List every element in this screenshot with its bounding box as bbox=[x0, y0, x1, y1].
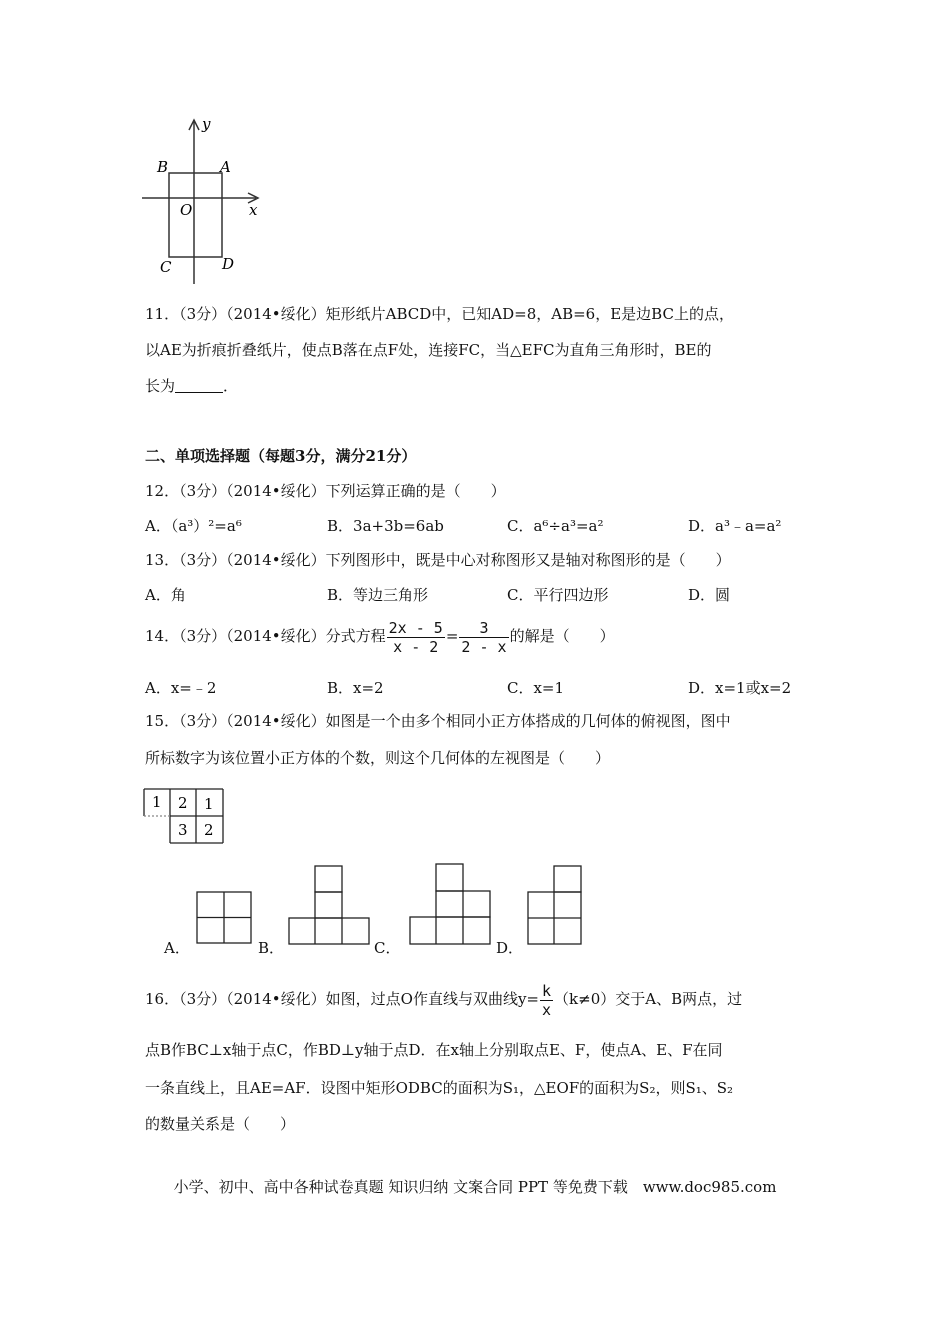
q14-fraction-left bbox=[387, 619, 445, 656]
q16-fraction-num: k bbox=[542, 981, 552, 1000]
q15-option-a-figure bbox=[196, 891, 254, 945]
q13-option-a: A．角 bbox=[145, 586, 186, 604]
q16-fraction-den: x bbox=[542, 1000, 552, 1019]
axis-x-label: x bbox=[249, 201, 258, 219]
q14-option-b: B．x=2 bbox=[327, 679, 384, 697]
q12-option-d: D．a³﹣a=a² bbox=[688, 517, 782, 535]
q16-fraction bbox=[540, 982, 553, 1019]
q13-option-d: D．圆 bbox=[688, 586, 731, 604]
page-footer: 小学、初中、高中各种试卷真题 知识归纳 文案合同 PPT 等免费下载 www.doc985.com bbox=[173, 1178, 777, 1196]
section-title: 二、单项选择题（每题3分，满分21分） bbox=[145, 447, 417, 465]
q14-stem bbox=[145, 616, 615, 656]
q11-line3-end: ． bbox=[223, 377, 239, 395]
q13-option-b: B．等边三角形 bbox=[327, 586, 429, 604]
q15-line1: 15．（3分）（2014•绥化）如图是一个由多个相同小正方体搭成的几何体的俯视图，图中 bbox=[145, 712, 731, 730]
q15-line2: 所标数字为该位置小正方体的个数，则这个几何体的左视图是（ ） bbox=[145, 749, 611, 767]
point-o-label: O bbox=[180, 201, 193, 219]
q14-stem-pre: 14．（3分）（2014•绥化）分式方程 bbox=[145, 627, 386, 645]
q14-option-c: C．x=1 bbox=[507, 679, 565, 697]
q16-line1-post: （k≠0）交于A、B两点，过 bbox=[554, 990, 743, 1008]
q12-option-c: C．a⁶÷a³=a² bbox=[507, 517, 604, 535]
q15-option-c-figure bbox=[409, 863, 493, 946]
q14-num-left: 2x - 5 bbox=[388, 618, 443, 637]
q16-line2: 点B作BC⊥x轴于点C，作BD⊥y轴于点D．在x轴上分别取点E、F，使点A、E、F在同 bbox=[145, 1041, 723, 1059]
q15-option-b-figure bbox=[288, 865, 372, 946]
q15-option-a: A． bbox=[164, 939, 190, 957]
q12-stem: 12．（3分）（2014•绥化）下列运算正确的是（ ） bbox=[145, 482, 506, 500]
q15-option-d-figure bbox=[527, 865, 583, 946]
q11-line3 bbox=[145, 376, 238, 396]
q13-stem: 13．（3分）（2014•绥化）下列图形中，既是中心对称图形又是轴对称图形的是（ ） bbox=[145, 551, 731, 569]
q14-equals: = bbox=[445, 627, 459, 645]
grid-cell: 2 bbox=[204, 821, 214, 839]
q15-option-d: D． bbox=[496, 939, 524, 957]
q14-option-a: A．x=﹣2 bbox=[145, 679, 217, 697]
q14-stem-post: 的解是（ ） bbox=[509, 627, 615, 645]
q16-line3: 一条直线上，且AE=AF．设图中矩形ODBC的面积为S₁，△EOF的面积为S₂，则S₁、S₂ bbox=[145, 1079, 734, 1097]
point-c-label: C bbox=[160, 258, 172, 276]
q16-line1-pre: 16．（3分）（2014•绥化）如图，过点O作直线与双曲线y= bbox=[145, 990, 539, 1008]
q14-num-right: 3 bbox=[459, 619, 508, 638]
q15-option-c: C． bbox=[374, 939, 401, 957]
grid-cell: 1 bbox=[204, 795, 214, 813]
point-b-label: B bbox=[157, 158, 169, 176]
q14-den-right: 2 - x bbox=[461, 637, 507, 656]
q11-line3-text: 长为 bbox=[145, 377, 176, 395]
grid-cell: 3 bbox=[178, 821, 188, 839]
q11-line2: 以AE为折痕折叠纸片，使点B落在点F处，连接FC，当△EFC为直角三角形时，BE的 bbox=[145, 341, 712, 359]
answer-blank bbox=[175, 378, 223, 393]
axis-y-label: y bbox=[202, 115, 211, 133]
q12-option-a: A．（a³）²=a⁶ bbox=[145, 517, 242, 535]
point-a-label: A bbox=[220, 158, 231, 176]
q15-option-b: B． bbox=[258, 939, 285, 957]
q16-line4: 的数量关系是（ ） bbox=[145, 1115, 296, 1133]
grid-cell: 1 bbox=[152, 793, 162, 811]
q14-option-d: D．x=1或x=2 bbox=[688, 679, 792, 697]
coordinate-figure bbox=[140, 112, 270, 290]
top-view-grid bbox=[143, 788, 227, 846]
q12-option-b: B．3a+3b=6ab bbox=[327, 517, 444, 535]
q16-line1 bbox=[145, 979, 742, 1019]
q11-line1: 11．（3分）（2014•绥化）矩形纸片ABCD中，已知AD=8，AB=6，E是边BC上的点， bbox=[145, 305, 734, 323]
point-d-label: D bbox=[222, 255, 235, 273]
q13-option-c: C．平行四边形 bbox=[507, 586, 609, 604]
q14-den-left: x - 2 bbox=[393, 637, 439, 656]
grid-cell: 2 bbox=[178, 794, 188, 812]
q14-fraction-right bbox=[459, 619, 508, 656]
